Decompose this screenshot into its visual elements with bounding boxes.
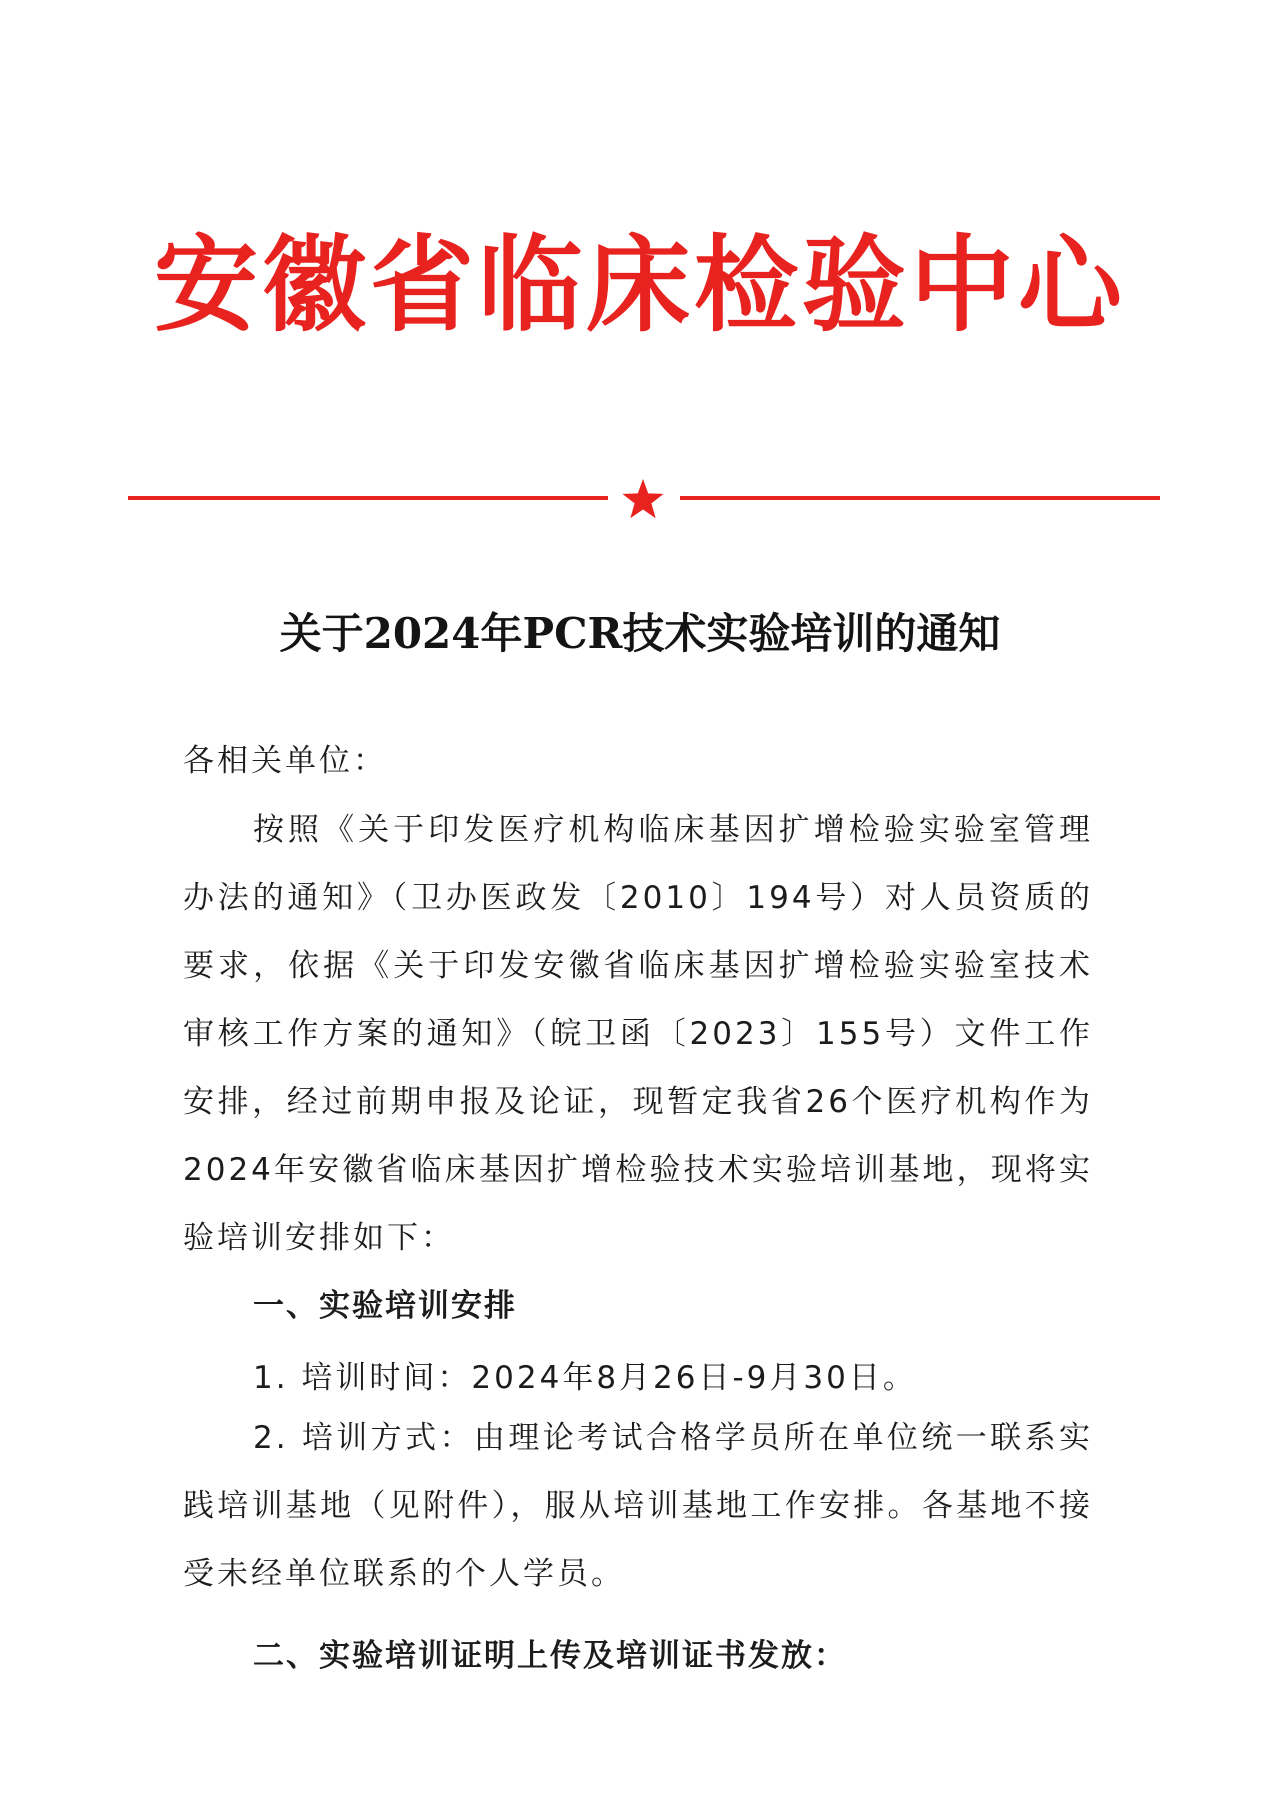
section-heading-certificate: 二、实验培训证明上传及培训证书发放： [253,1638,847,1674]
salutation: 各相关单位： [183,743,387,779]
document-title: 关于2024年PCR技术实验培训的通知 [279,609,1001,658]
intro-paragraph: 按照《关于印发医疗机构临床基因扩增检验实验室管理办法的通知》（卫办医政发〔2010〕194号）对人员资质的要求，依据《关于印发安徽省临床基因扩增检验实验室技术审核工作方案的通知》（皖卫函〔2023〕155号）文件工作安排，经过前期申报及论证，现暂定我省26个医疗机构作为2024年安徽省临床基因扩增检验技术实验培训基地，现将实验培训安排如下： [183,812,1093,1256]
red-star-icon [621,478,665,520]
section-heading-training-arrangement: 一、实验培训安排 [253,1288,517,1324]
letterhead-divider-left [128,496,608,500]
letterhead-title: 安徽省临床检验中心 [153,223,1126,346]
list-item-training-time: 1. 培训时间：2024年8月26日-9月30日。 [253,1360,917,1396]
letterhead-divider-right [680,496,1160,500]
list-item-training-method: 2. 培训方式：由理论考试合格学员所在单位统一联系实践培训基地（见附件），服从培训基地工作安排。各基地不接受未经单位联系的个人学员。 [183,1420,1093,1592]
